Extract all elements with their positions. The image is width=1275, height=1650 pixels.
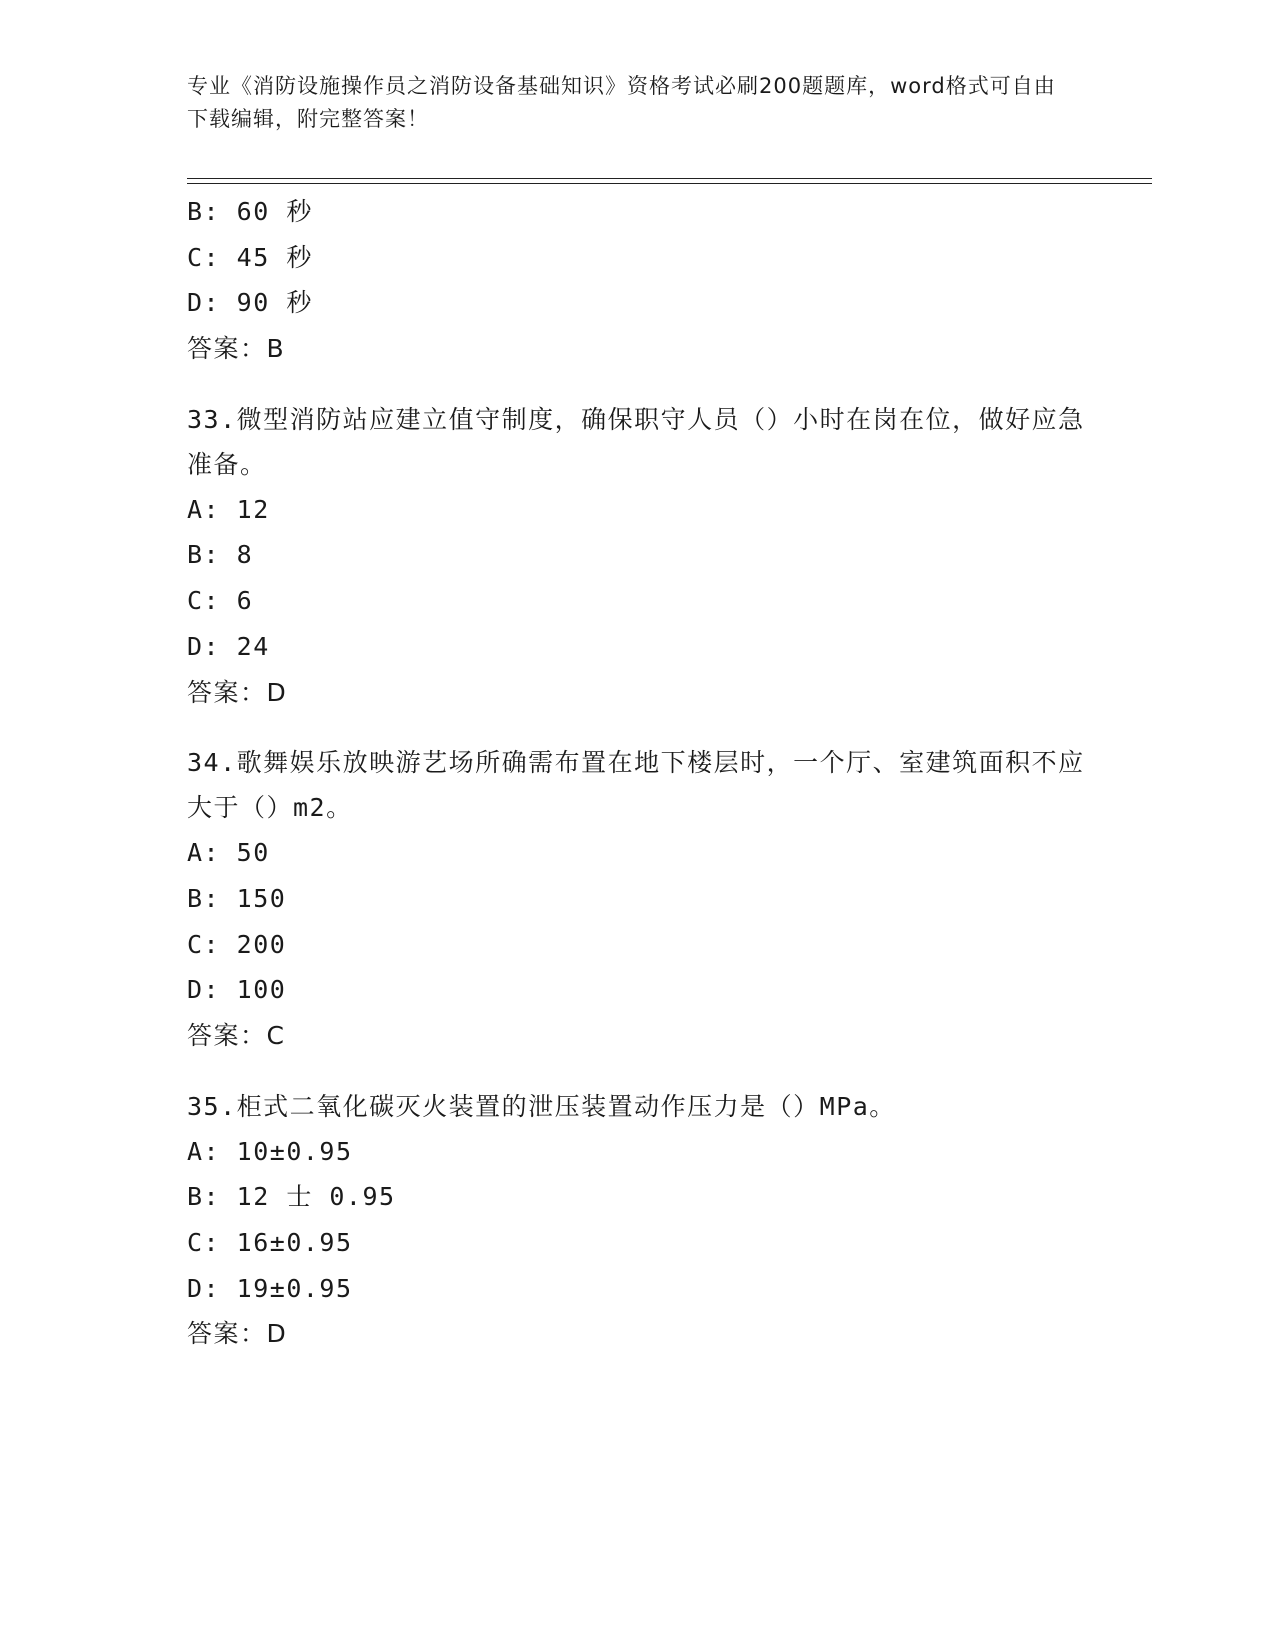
document-header [187, 70, 1067, 136]
option-b: B: 150 [187, 883, 287, 913]
option-b: B: 60 秒 [187, 197, 313, 226]
option-b: B: 12 士 0.95 [187, 1182, 396, 1212]
option-c: C: 45 秒 [187, 242, 313, 272]
option-d: D: 24 [187, 631, 270, 661]
answer: 答案：B [187, 334, 286, 364]
question-list [187, 189, 1087, 1357]
header-divider-top [187, 178, 1152, 179]
answer: 答案：D [187, 677, 288, 707]
answer: 答案：D [187, 1319, 288, 1349]
option-c: C: 16±0.95 [187, 1228, 353, 1257]
option-a: A: 10±0.95 [187, 1136, 353, 1166]
option-b: B: 8 [187, 540, 254, 570]
question-text: 35.柜式二氧化碳灭火装置的泄压装置动作压力是（）MPa。 [187, 1091, 896, 1121]
header-divider-bottom [187, 183, 1152, 184]
option-c: C: 6 [187, 586, 254, 616]
option-c: C: 200 [187, 929, 287, 959]
question-33 [187, 397, 1087, 715]
question-35 [187, 1084, 1087, 1357]
option-d: D: 90 秒 [187, 288, 313, 318]
question-text: 34.歌舞娱乐放映游艺场所确需布置在地下楼层时，一个厅、室建筑面积不应大于（）m2。 [187, 748, 1085, 823]
question-text: 33.微型消防站应建立值守制度，确保职守人员（）小时在岗在位，做好应急准备。 [187, 404, 1085, 479]
answer: 答案：C [187, 1020, 286, 1050]
header-title: 专业《消防设施操作员之消防设备基础知识》资格考试必刷200题题库，word格式可自由下载编辑，附完整答案！ [187, 74, 1056, 131]
question-34 [187, 740, 1087, 1058]
option-d: D: 100 [187, 975, 287, 1005]
option-a: A: 50 [187, 838, 270, 868]
option-a: A: 12 [187, 494, 270, 524]
option-d: D: 19±0.95 [187, 1273, 353, 1303]
question-continuation [187, 189, 1087, 372]
